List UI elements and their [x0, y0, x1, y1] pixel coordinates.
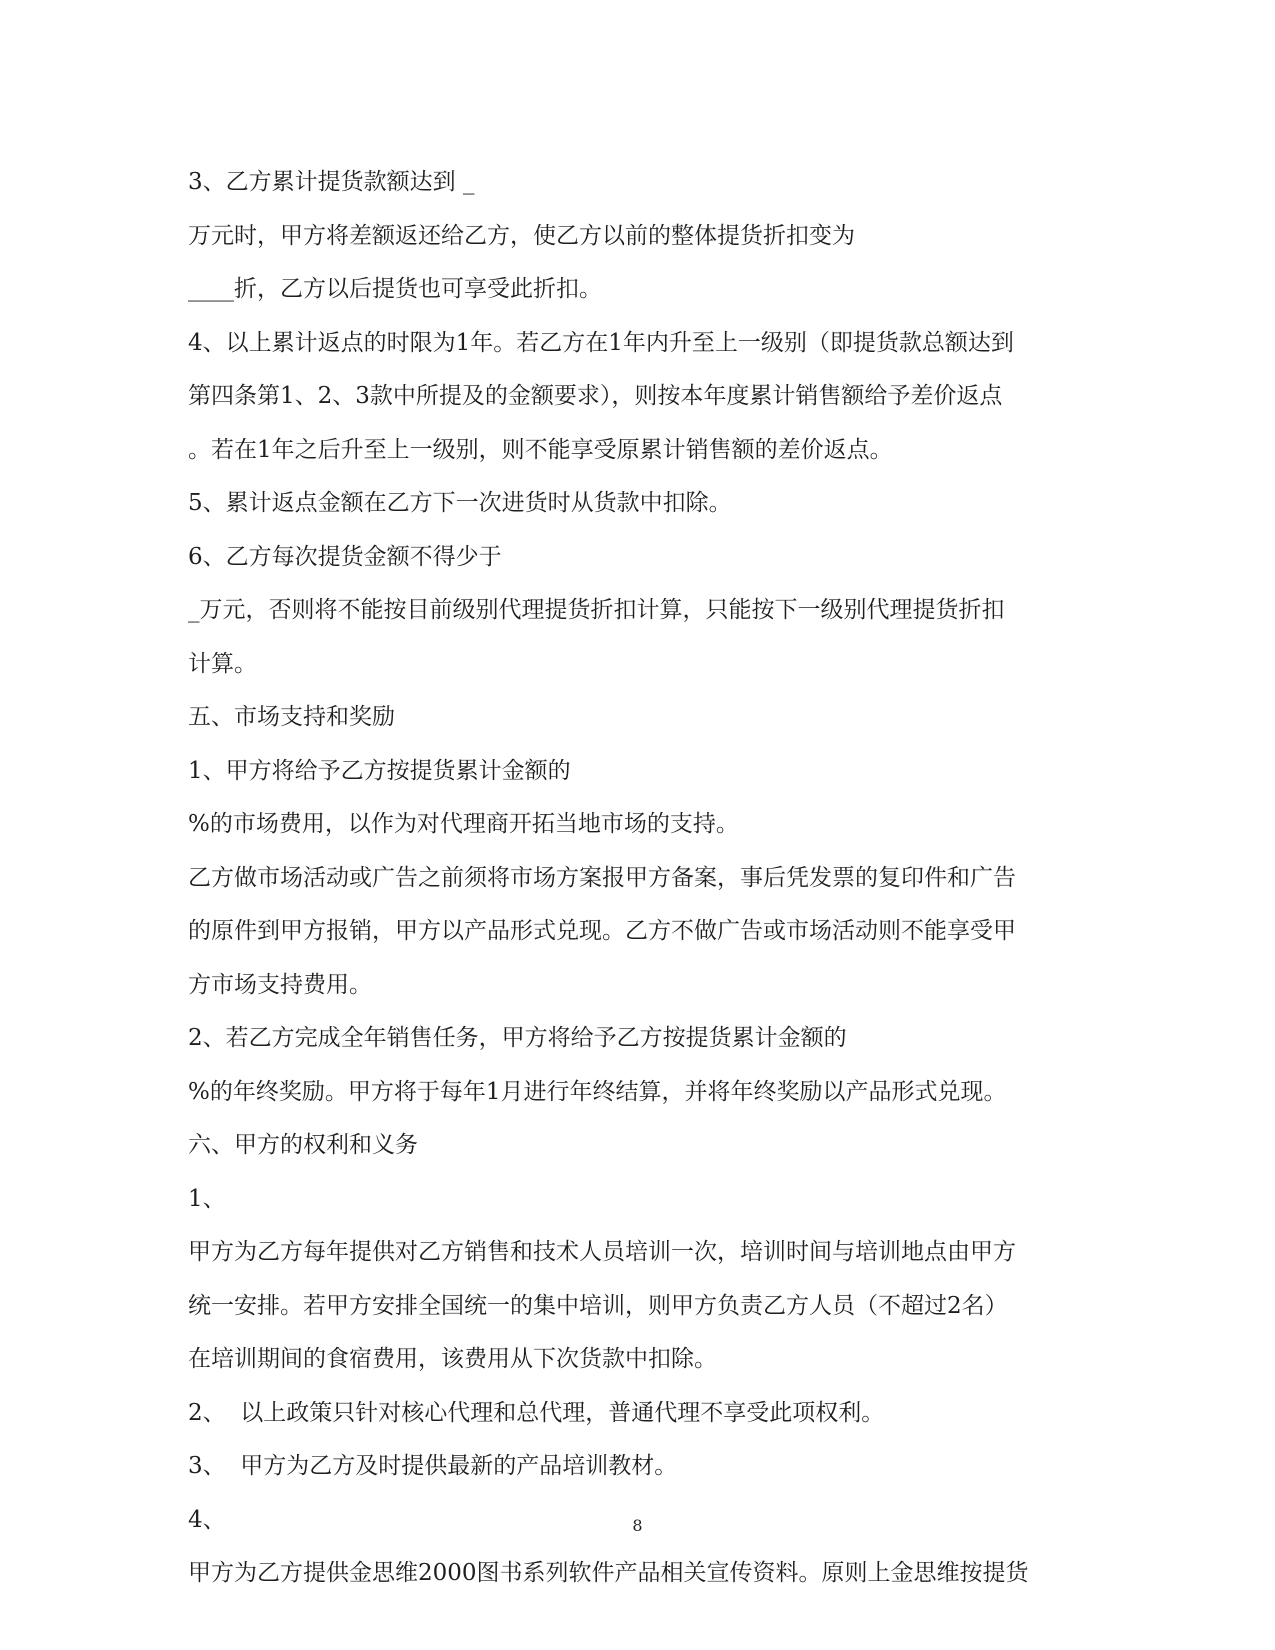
- body-line: 4、: [188, 1506, 226, 1533]
- body-line: %的市场费用，以作为对代理商开拓当地市场的支持。: [188, 811, 739, 837]
- body-line: 乙方做市场活动或广告之前须将市场方案报甲方备案，事后凭发票的复印件和广告: [188, 864, 1016, 891]
- section-heading: 五、市场支持和奖励: [188, 704, 395, 730]
- document-body: [188, 156, 1088, 1601]
- body-line: 计算。: [188, 650, 257, 677]
- body-line: 6、乙方每次提货金额不得少于: [188, 543, 502, 570]
- page-number: 8: [632, 1516, 643, 1535]
- body-line: 甲方为乙方提供金思维2000图书系列软件产品相关宣传资料。原则上金思维按提货: [188, 1560, 1029, 1586]
- body-line: 统一安排。若甲方安排全国统一的集中培训，则甲方负责乙方人员（不超过2名）: [188, 1292, 1008, 1319]
- body-line: 2、若乙方完成全年销售任务，甲方将给予乙方按提货累计金额的: [188, 1025, 847, 1051]
- body-line: 方市场支持费用。: [188, 971, 372, 998]
- body-line: 第四条第1、2、3款中所提及的金额要求），则按本年度累计销售额给予差价返点: [188, 383, 1003, 409]
- body-line: 甲方为乙方每年提供对乙方销售和技术人员培训一次，培训时间与培训地点由甲方: [188, 1239, 1016, 1265]
- body-line: 1、: [188, 1185, 226, 1212]
- body-line: 的原件到甲方报销，甲方以产品形式兑现。乙方不做广告或市场活动则不能享受甲: [188, 918, 1016, 944]
- body-line: 1、甲方将给予乙方按提货累计金额的: [188, 757, 571, 784]
- body-line: 5、累计返点金额在乙方下一次进货时从货款中扣除。: [188, 490, 732, 516]
- body-line: 万元时，甲方将差额返还给乙方，使乙方以前的整体提货折扣变为: [188, 222, 855, 249]
- body-line: 3、乙方累计提货款额达到 _: [188, 169, 475, 195]
- body-line: %的年终奖励。甲方将于每年1月进行年终结算，并将年终奖励以产品形式兑现。: [188, 1078, 1007, 1105]
- section-heading: 六、甲方的权利和义务: [188, 1132, 418, 1158]
- body-line: ____折，乙方以后提货也可享受此折扣。: [188, 276, 602, 302]
- body-line: 在培训期间的食宿费用，该费用从下次货款中扣除。: [188, 1346, 717, 1372]
- body-line: 4、以上累计返点的时限为1年。若乙方在1年内升至上一级别（即提货款总额达到: [188, 329, 1014, 356]
- body-line: 3、 甲方为乙方及时提供最新的产品培训教材。: [188, 1453, 678, 1479]
- body-line: 。若在1年之后升至上一级别，则不能享受原累计销售额的差价返点。: [188, 436, 893, 463]
- body-line: _万元，否则将不能按目前级别代理提货折扣计算，只能按下一级别代理提货折扣: [188, 597, 1005, 623]
- body-line: 2、 以上政策只针对核心代理和总代理，普通代理不享受此项权利。: [188, 1399, 885, 1426]
